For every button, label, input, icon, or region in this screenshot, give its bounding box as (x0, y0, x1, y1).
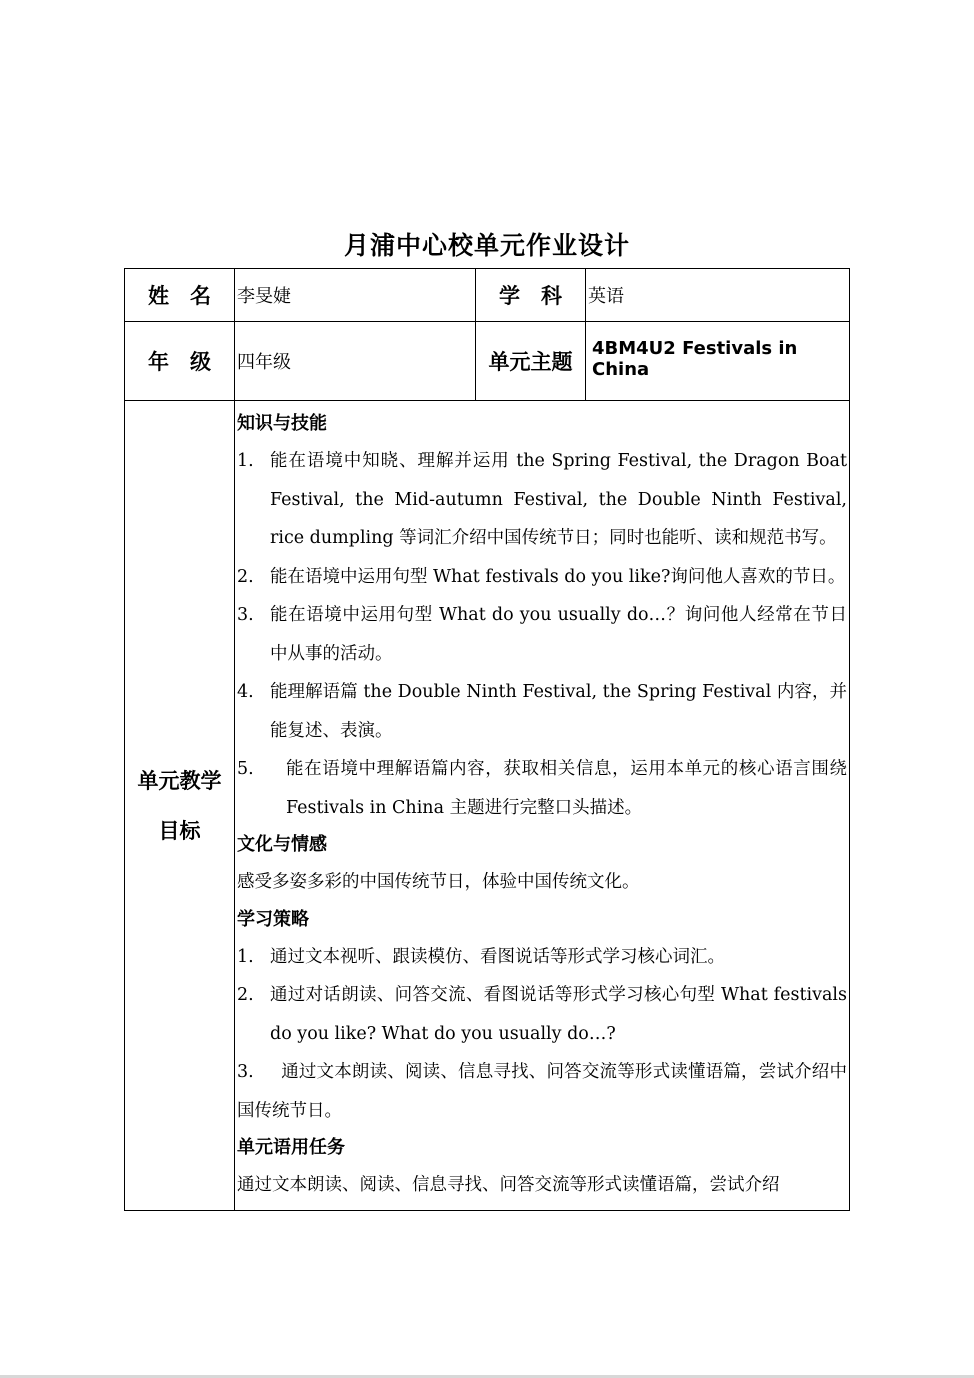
list-item (237, 976, 847, 1053)
design-table (124, 268, 850, 1211)
unit-topic-label: 单元主题 (476, 322, 586, 401)
document-title: 月浦中心校单元作业设计 (343, 231, 630, 260)
goals-row (125, 401, 850, 1211)
item-number: 2. (237, 566, 254, 587)
goals-content (235, 401, 850, 1211)
list-item (237, 442, 847, 558)
item-text: 能在语境中知晓、理解并运用 the Spring Festival, the Dragon Boat Festival, the Mid-autumn Festival, the Double Ninth Festival, rice dumpling 等词汇介绍中国传统节日；同时也能听、读和规范书写。 (270, 451, 847, 548)
list-item (237, 750, 847, 827)
grade-value: 四年级 (235, 322, 476, 401)
item-text: 能在语境中理解语篇内容，获取相关信息，运用本单元的核心语言围绕 Festivals in China 主题进行完整口头描述。 (286, 759, 847, 818)
item-text: 通过文本视听、跟读模仿、看图说话等形式学习核心词汇。 (270, 946, 725, 967)
item-text: 通过对话朗读、问答交流、看图说话等形式学习核心句型 What festivals do you like? What do you usually do…? (270, 985, 847, 1044)
item-text: 能在语境中运用句型 What festivals do you like?询问他人喜欢的节日。 (270, 566, 846, 587)
name-subject-row (125, 269, 850, 322)
grade-topic-row (125, 322, 850, 401)
grade-label: 年 级 (125, 322, 235, 401)
item-text: 通过文本朗读、阅读、信息寻找、问答交流等形式读懂语篇，尝试介绍中国传统节日。 (237, 1062, 847, 1121)
task-text: 通过文本朗读、阅读、信息寻找、问答交流等形式读懂语篇，尝试介绍 (237, 1175, 780, 1195)
section-heading-culture: 文化与情感 (237, 834, 327, 855)
list-item (237, 673, 847, 750)
item-number: 5. (237, 759, 254, 779)
list-item (237, 558, 847, 597)
list-item (237, 596, 847, 673)
culture-text: 感受多姿多彩的中国传统节日，体验中国传统文化。 (237, 872, 640, 892)
unit-topic-value: 4BM4U2 Festivals in China (586, 322, 850, 401)
subject-label: 学 科 (476, 269, 586, 322)
subject-value: 英语 (586, 269, 850, 322)
item-number: 3. (237, 605, 254, 625)
list-item (237, 1053, 847, 1130)
list-item (237, 938, 847, 977)
item-text: 能在语境中运用句型 What do you usually do…？询问他人经常在节日中从事的活动。 (270, 605, 847, 664)
section-heading-strategy: 学习策略 (237, 908, 309, 930)
item-number: 3. (237, 1062, 254, 1082)
goals-label (125, 401, 235, 1211)
section-heading-knowledge: 知识与技能 (237, 413, 327, 434)
item-text: 能理解语篇 the Double Ninth Festival, the Spring Festival 内容，并能复述、表演。 (270, 682, 847, 741)
name-value: 李旻婕 (235, 269, 476, 322)
goals-label-line2: 目标 (158, 818, 201, 843)
item-number: 4. (237, 682, 254, 702)
item-number: 1. (237, 451, 254, 471)
item-number: 2. (237, 985, 254, 1005)
section-heading-task: 单元语用任务 (237, 1137, 345, 1158)
item-number: 1. (237, 946, 254, 967)
goals-label-line1: 单元教学 (137, 768, 222, 793)
name-label: 姓 名 (125, 269, 235, 322)
